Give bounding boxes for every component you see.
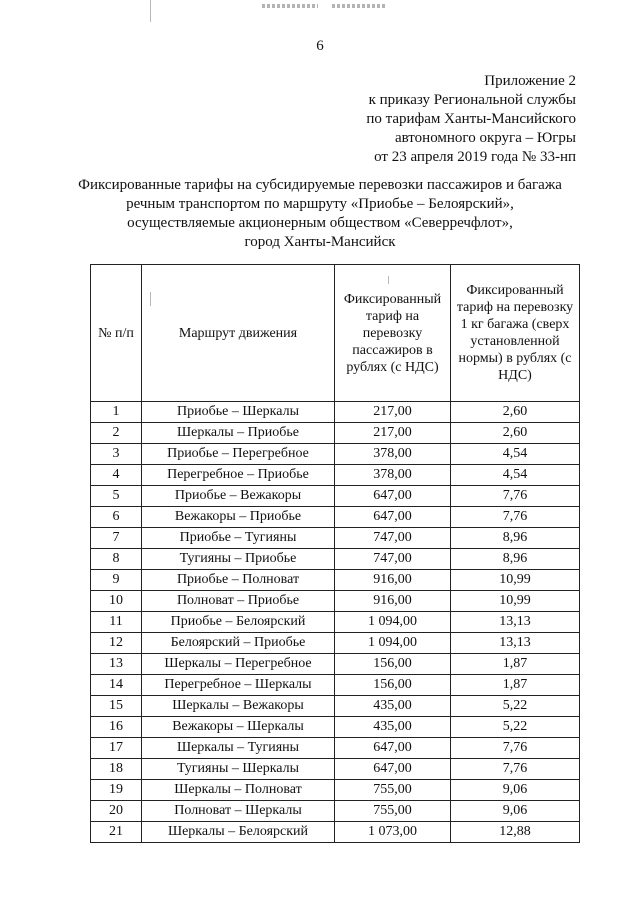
cell-num: 6 — [91, 507, 142, 528]
cell-num: 7 — [91, 528, 142, 549]
cell-route: Приобье – Полноват — [142, 570, 335, 591]
cell-baggage-tariff: 7,76 — [451, 738, 580, 759]
cell-num: 3 — [91, 444, 142, 465]
table-row — [91, 591, 580, 612]
scan-artifact-top-right — [332, 4, 386, 8]
table-row — [91, 570, 580, 591]
cell-route: Приобье – Вежакоры — [142, 486, 335, 507]
table-row — [91, 738, 580, 759]
cell-route: Тугияны – Приобье — [142, 549, 335, 570]
cell-num: 5 — [91, 486, 142, 507]
header-baggage-tariff: Фиксированный тариф на перевозку 1 кг багажа (сверх установленной нормы) в рублях (с НДС) — [451, 265, 580, 402]
cell-route: Полноват – Шеркалы — [142, 801, 335, 822]
cell-route: Шеркалы – Тугияны — [142, 738, 335, 759]
cell-route: Перегребное – Шеркалы — [142, 675, 335, 696]
table-row — [91, 549, 580, 570]
cell-route: Вежакоры – Приобье — [142, 507, 335, 528]
table-row — [91, 801, 580, 822]
cell-baggage-tariff: 5,22 — [451, 696, 580, 717]
table-row — [91, 465, 580, 486]
cell-baggage-tariff: 8,96 — [451, 549, 580, 570]
cell-baggage-tariff: 10,99 — [451, 570, 580, 591]
table-row — [91, 717, 580, 738]
cell-baggage-tariff: 4,54 — [451, 444, 580, 465]
cell-route: Тугияны – Шеркалы — [142, 759, 335, 780]
table-row — [91, 822, 580, 843]
table-row — [91, 654, 580, 675]
cell-passenger-tariff: 647,00 — [335, 738, 451, 759]
cell-passenger-tariff: 755,00 — [335, 801, 451, 822]
cell-num: 14 — [91, 675, 142, 696]
cell-num: 11 — [91, 612, 142, 633]
cell-passenger-tariff: 1 094,00 — [335, 633, 451, 654]
cell-route: Шеркалы – Полноват — [142, 780, 335, 801]
cell-baggage-tariff: 13,13 — [451, 633, 580, 654]
title-line: осуществляемые акционерным обществом «Северречфлот», — [127, 215, 513, 231]
cell-passenger-tariff: 916,00 — [335, 570, 451, 591]
table-row — [91, 444, 580, 465]
cell-num: 12 — [91, 633, 142, 654]
table-row — [91, 612, 580, 633]
cell-route: Приобье – Тугияны — [142, 528, 335, 549]
cell-passenger-tariff: 647,00 — [335, 486, 451, 507]
cell-baggage-tariff: 2,60 — [451, 402, 580, 423]
tariff-table — [90, 264, 580, 843]
cell-baggage-tariff: 9,06 — [451, 801, 580, 822]
cell-passenger-tariff: 435,00 — [335, 696, 451, 717]
cell-num: 9 — [91, 570, 142, 591]
cell-baggage-tariff: 12,88 — [451, 822, 580, 843]
table-row — [91, 633, 580, 654]
scan-artifact-top-left — [262, 4, 318, 8]
cell-num: 15 — [91, 696, 142, 717]
cell-num: 18 — [91, 759, 142, 780]
page-number: 6 — [316, 38, 324, 54]
cell-baggage-tariff: 4,54 — [451, 465, 580, 486]
cell-num: 1 — [91, 402, 142, 423]
cell-baggage-tariff: 7,76 — [451, 507, 580, 528]
cell-baggage-tariff: 7,76 — [451, 759, 580, 780]
cell-route: Шеркалы – Приобье — [142, 423, 335, 444]
cell-baggage-tariff: 9,06 — [451, 780, 580, 801]
cell-route: Белоярский – Приобье — [142, 633, 335, 654]
scan-artifact-tick — [150, 0, 151, 22]
cell-num: 20 — [91, 801, 142, 822]
cell-passenger-tariff: 156,00 — [335, 675, 451, 696]
cell-num: 19 — [91, 780, 142, 801]
table-row — [91, 423, 580, 444]
cell-passenger-tariff: 755,00 — [335, 780, 451, 801]
document-title — [40, 176, 600, 252]
table-row — [91, 486, 580, 507]
cell-num: 13 — [91, 654, 142, 675]
cell-baggage-tariff: 2,60 — [451, 423, 580, 444]
cell-passenger-tariff: 156,00 — [335, 654, 451, 675]
cell-passenger-tariff: 747,00 — [335, 549, 451, 570]
table-row — [91, 696, 580, 717]
cell-baggage-tariff: 1,87 — [451, 654, 580, 675]
cell-passenger-tariff: 1 094,00 — [335, 612, 451, 633]
cell-num: 8 — [91, 549, 142, 570]
title-line: речным транспортом по маршруту «Приобье – Белоярский», — [126, 196, 514, 212]
title-line: город Ханты-Мансийск — [244, 234, 396, 250]
header-route: Маршрут движения — [142, 265, 335, 402]
appendix-line: автономного округа – Югры — [394, 130, 576, 146]
cell-num: 21 — [91, 822, 142, 843]
cell-num: 2 — [91, 423, 142, 444]
table-row — [91, 507, 580, 528]
cell-num: 4 — [91, 465, 142, 486]
appendix-line: по тарифам Ханты-Мансийского — [366, 111, 576, 127]
cell-passenger-tariff: 435,00 — [335, 717, 451, 738]
cell-route: Перегребное – Приобье — [142, 465, 335, 486]
header-num: № п/п — [91, 265, 142, 402]
table-row — [91, 675, 580, 696]
cell-num: 10 — [91, 591, 142, 612]
cell-route: Вежакоры – Шеркалы — [142, 717, 335, 738]
table-body — [91, 402, 580, 843]
cell-baggage-tariff: 13,13 — [451, 612, 580, 633]
appendix-line: Приложение 2 — [484, 73, 576, 89]
title-line: Фиксированные тарифы на субсидируемые перевозки пассажиров и багажа — [78, 177, 562, 193]
cell-passenger-tariff: 378,00 — [335, 444, 451, 465]
cell-passenger-tariff: 1 073,00 — [335, 822, 451, 843]
header-passenger-tariff: Фиксированный тариф на перевозку пассажиров в рублях (с НДС) — [335, 265, 451, 402]
cell-route: Шеркалы – Белоярский — [142, 822, 335, 843]
cell-route: Приобье – Перегребное — [142, 444, 335, 465]
cell-route: Шеркалы – Вежакоры — [142, 696, 335, 717]
cell-passenger-tariff: 916,00 — [335, 591, 451, 612]
table-row — [91, 780, 580, 801]
cell-passenger-tariff: 647,00 — [335, 507, 451, 528]
cell-passenger-tariff: 217,00 — [335, 423, 451, 444]
cell-baggage-tariff: 1,87 — [451, 675, 580, 696]
table-row — [91, 402, 580, 423]
cell-num: 16 — [91, 717, 142, 738]
table-row — [91, 759, 580, 780]
cell-route: Приобье – Белоярский — [142, 612, 335, 633]
cell-passenger-tariff: 647,00 — [335, 759, 451, 780]
cell-route: Приобье – Шеркалы — [142, 402, 335, 423]
cell-baggage-tariff: 10,99 — [451, 591, 580, 612]
appendix-block — [366, 72, 576, 167]
cell-route: Полноват – Приобье — [142, 591, 335, 612]
cell-route: Шеркалы – Перегребное — [142, 654, 335, 675]
cell-baggage-tariff: 8,96 — [451, 528, 580, 549]
cell-passenger-tariff: 378,00 — [335, 465, 451, 486]
cell-passenger-tariff: 217,00 — [335, 402, 451, 423]
cell-num: 17 — [91, 738, 142, 759]
table-header-row — [91, 265, 580, 402]
cell-baggage-tariff: 5,22 — [451, 717, 580, 738]
appendix-line: от 23 апреля 2019 года № 33-нп — [374, 149, 576, 165]
cell-baggage-tariff: 7,76 — [451, 486, 580, 507]
appendix-line: к приказу Региональной службы — [368, 92, 576, 108]
cell-passenger-tariff: 747,00 — [335, 528, 451, 549]
table-row — [91, 528, 580, 549]
